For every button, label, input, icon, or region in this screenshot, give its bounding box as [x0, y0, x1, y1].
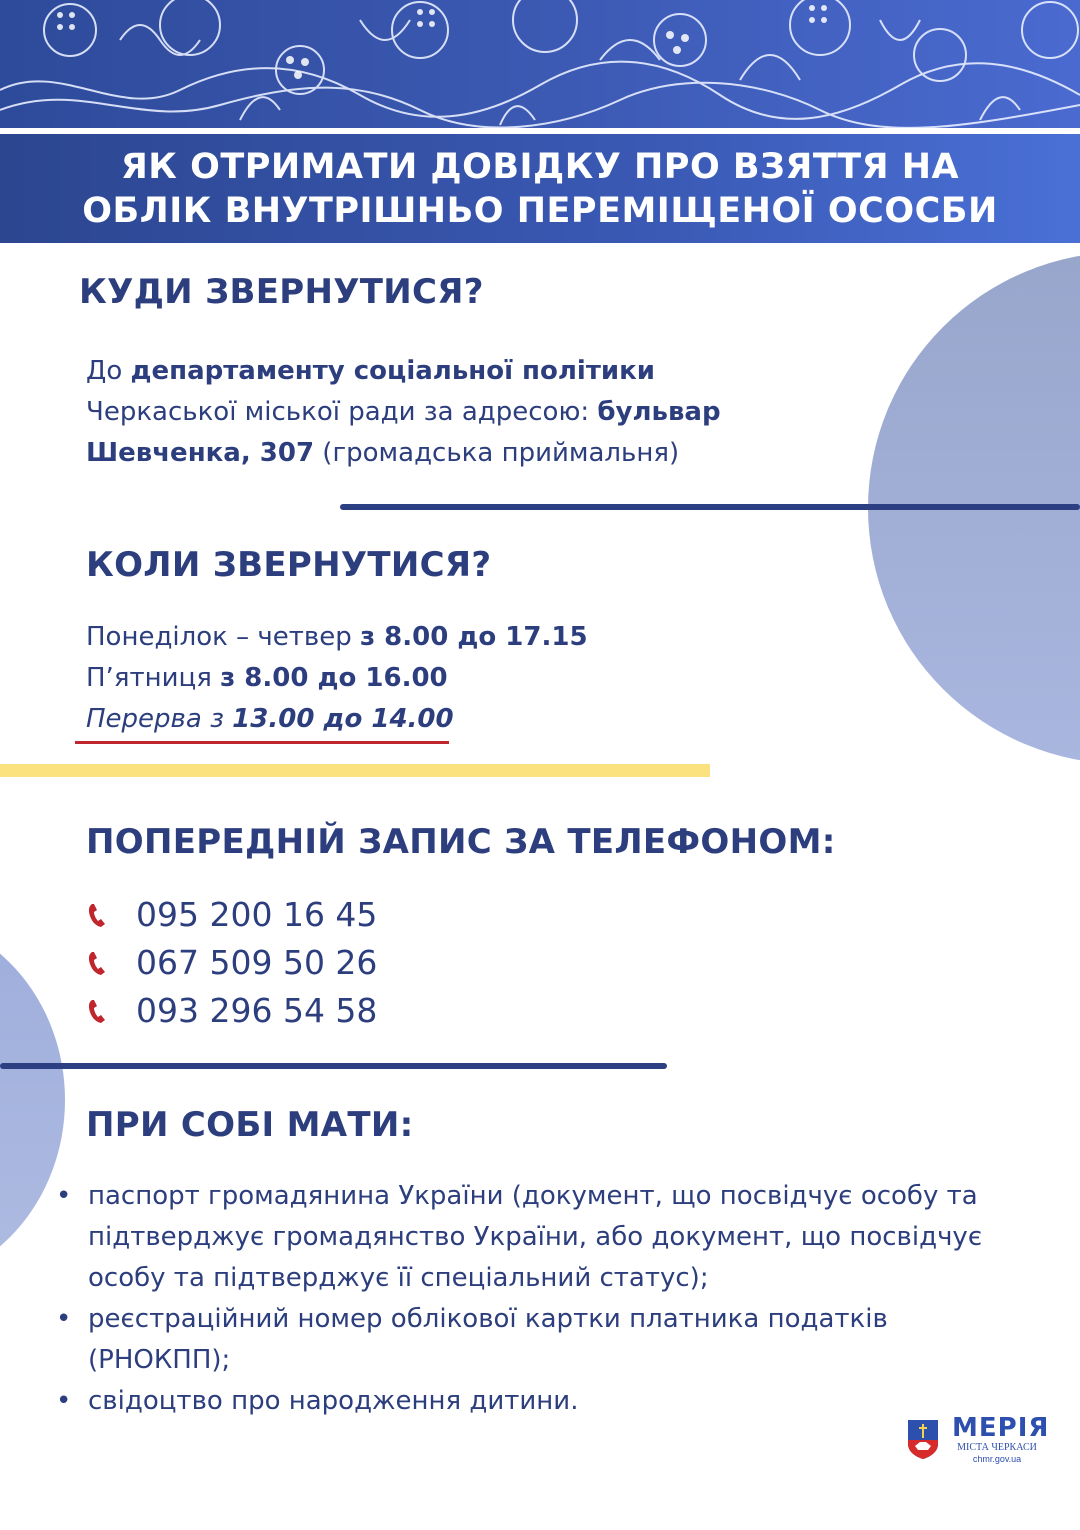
schedule-fri-time: з 8.00 до 16.00 [220, 663, 448, 693]
phone-row[interactable] [86, 991, 377, 1030]
phones-heading: ПОПЕРЕДНІЙ ЗАПИС ЗА ТЕЛЕФОНОМ: [86, 822, 836, 862]
phone-number[interactable]: 093 296 54 58 [136, 991, 378, 1030]
list-item-text: реєстраційний номер облікової картки платника податків (РНОКПП); [88, 1304, 888, 1375]
phone-icon [86, 949, 110, 977]
address-building: Шевченка, 307 [86, 438, 315, 468]
title-line-1: ЯК ОТРИМАТИ ДОВІДКУ ПРО ВЗЯТТЯ НА [120, 146, 960, 187]
address-street: бульвар [597, 397, 721, 427]
ornament-banner [0, 0, 1080, 128]
phone-icon [86, 901, 110, 929]
phone-number[interactable]: 095 200 16 45 [136, 895, 378, 934]
where-text-6: (громадська приймальня) [314, 438, 680, 468]
where-text-3: Черкаської міської ради за адресою: [86, 397, 598, 427]
phone-number[interactable]: 067 509 50 26 [136, 943, 378, 982]
list-item [56, 1299, 1016, 1381]
logo-name: МЕРІЯ [952, 1413, 1050, 1443]
city-logo [952, 1413, 1050, 1464]
where-text-1: До [86, 356, 131, 386]
floral-ornament-icon [0, 0, 1080, 128]
list-item-text: свідоцтво про народження дитини. [88, 1386, 579, 1416]
schedule-fri-label: П’ятниця [86, 663, 221, 693]
where-heading: КУДИ ЗВЕРНУТИСЯ? [79, 272, 484, 312]
divider-line-1 [340, 504, 1080, 510]
schedule [86, 617, 786, 740]
schedule-mon-thu-time: з 8.00 до 17.15 [360, 622, 588, 652]
phone-icon [86, 997, 110, 1025]
title-bar [0, 134, 1080, 243]
page-title [82, 145, 998, 233]
phone-row[interactable] [86, 895, 377, 934]
docs-heading: ПРИ СОБІ МАТИ: [86, 1105, 414, 1145]
list-item [56, 1176, 1016, 1299]
logo-url: chmr.gov.ua [972, 1454, 1022, 1464]
schedule-break-time: 13.00 до 14.00 [232, 704, 454, 734]
where-address [86, 351, 846, 474]
when-heading: КОЛИ ЗВЕРНУТИСЯ? [86, 545, 492, 585]
schedule-mon-thu-label: Понеділок – четвер [86, 622, 361, 652]
list-item [56, 1381, 1016, 1422]
title-line-2: ОБЛІК ВНУТРІШНЬО ПЕРЕМІЩЕНОЇ ОСОСБИ [82, 190, 998, 231]
phone-row[interactable] [86, 943, 377, 982]
documents-list [56, 1176, 1016, 1422]
schedule-break-label: Перерва з [86, 704, 233, 734]
list-item-text: паспорт громадянина України (документ, що посвідчує особу та підтверджує громадянство України, або документ, що посвідчує особу та підтверджує її спеціальний статус); [88, 1181, 983, 1293]
divider-line-2 [0, 1063, 667, 1069]
break-underline [75, 741, 449, 744]
bullet: • [56, 1181, 72, 1211]
bullet: • [56, 1304, 72, 1334]
bullet: • [56, 1386, 72, 1416]
city-coat-of-arms-icon [906, 1418, 940, 1460]
yellow-divider [0, 764, 710, 777]
department-name: департаменту соціальної політики [130, 356, 655, 386]
logo-subtitle: МІСТА ЧЕРКАСИ [957, 1442, 1037, 1453]
